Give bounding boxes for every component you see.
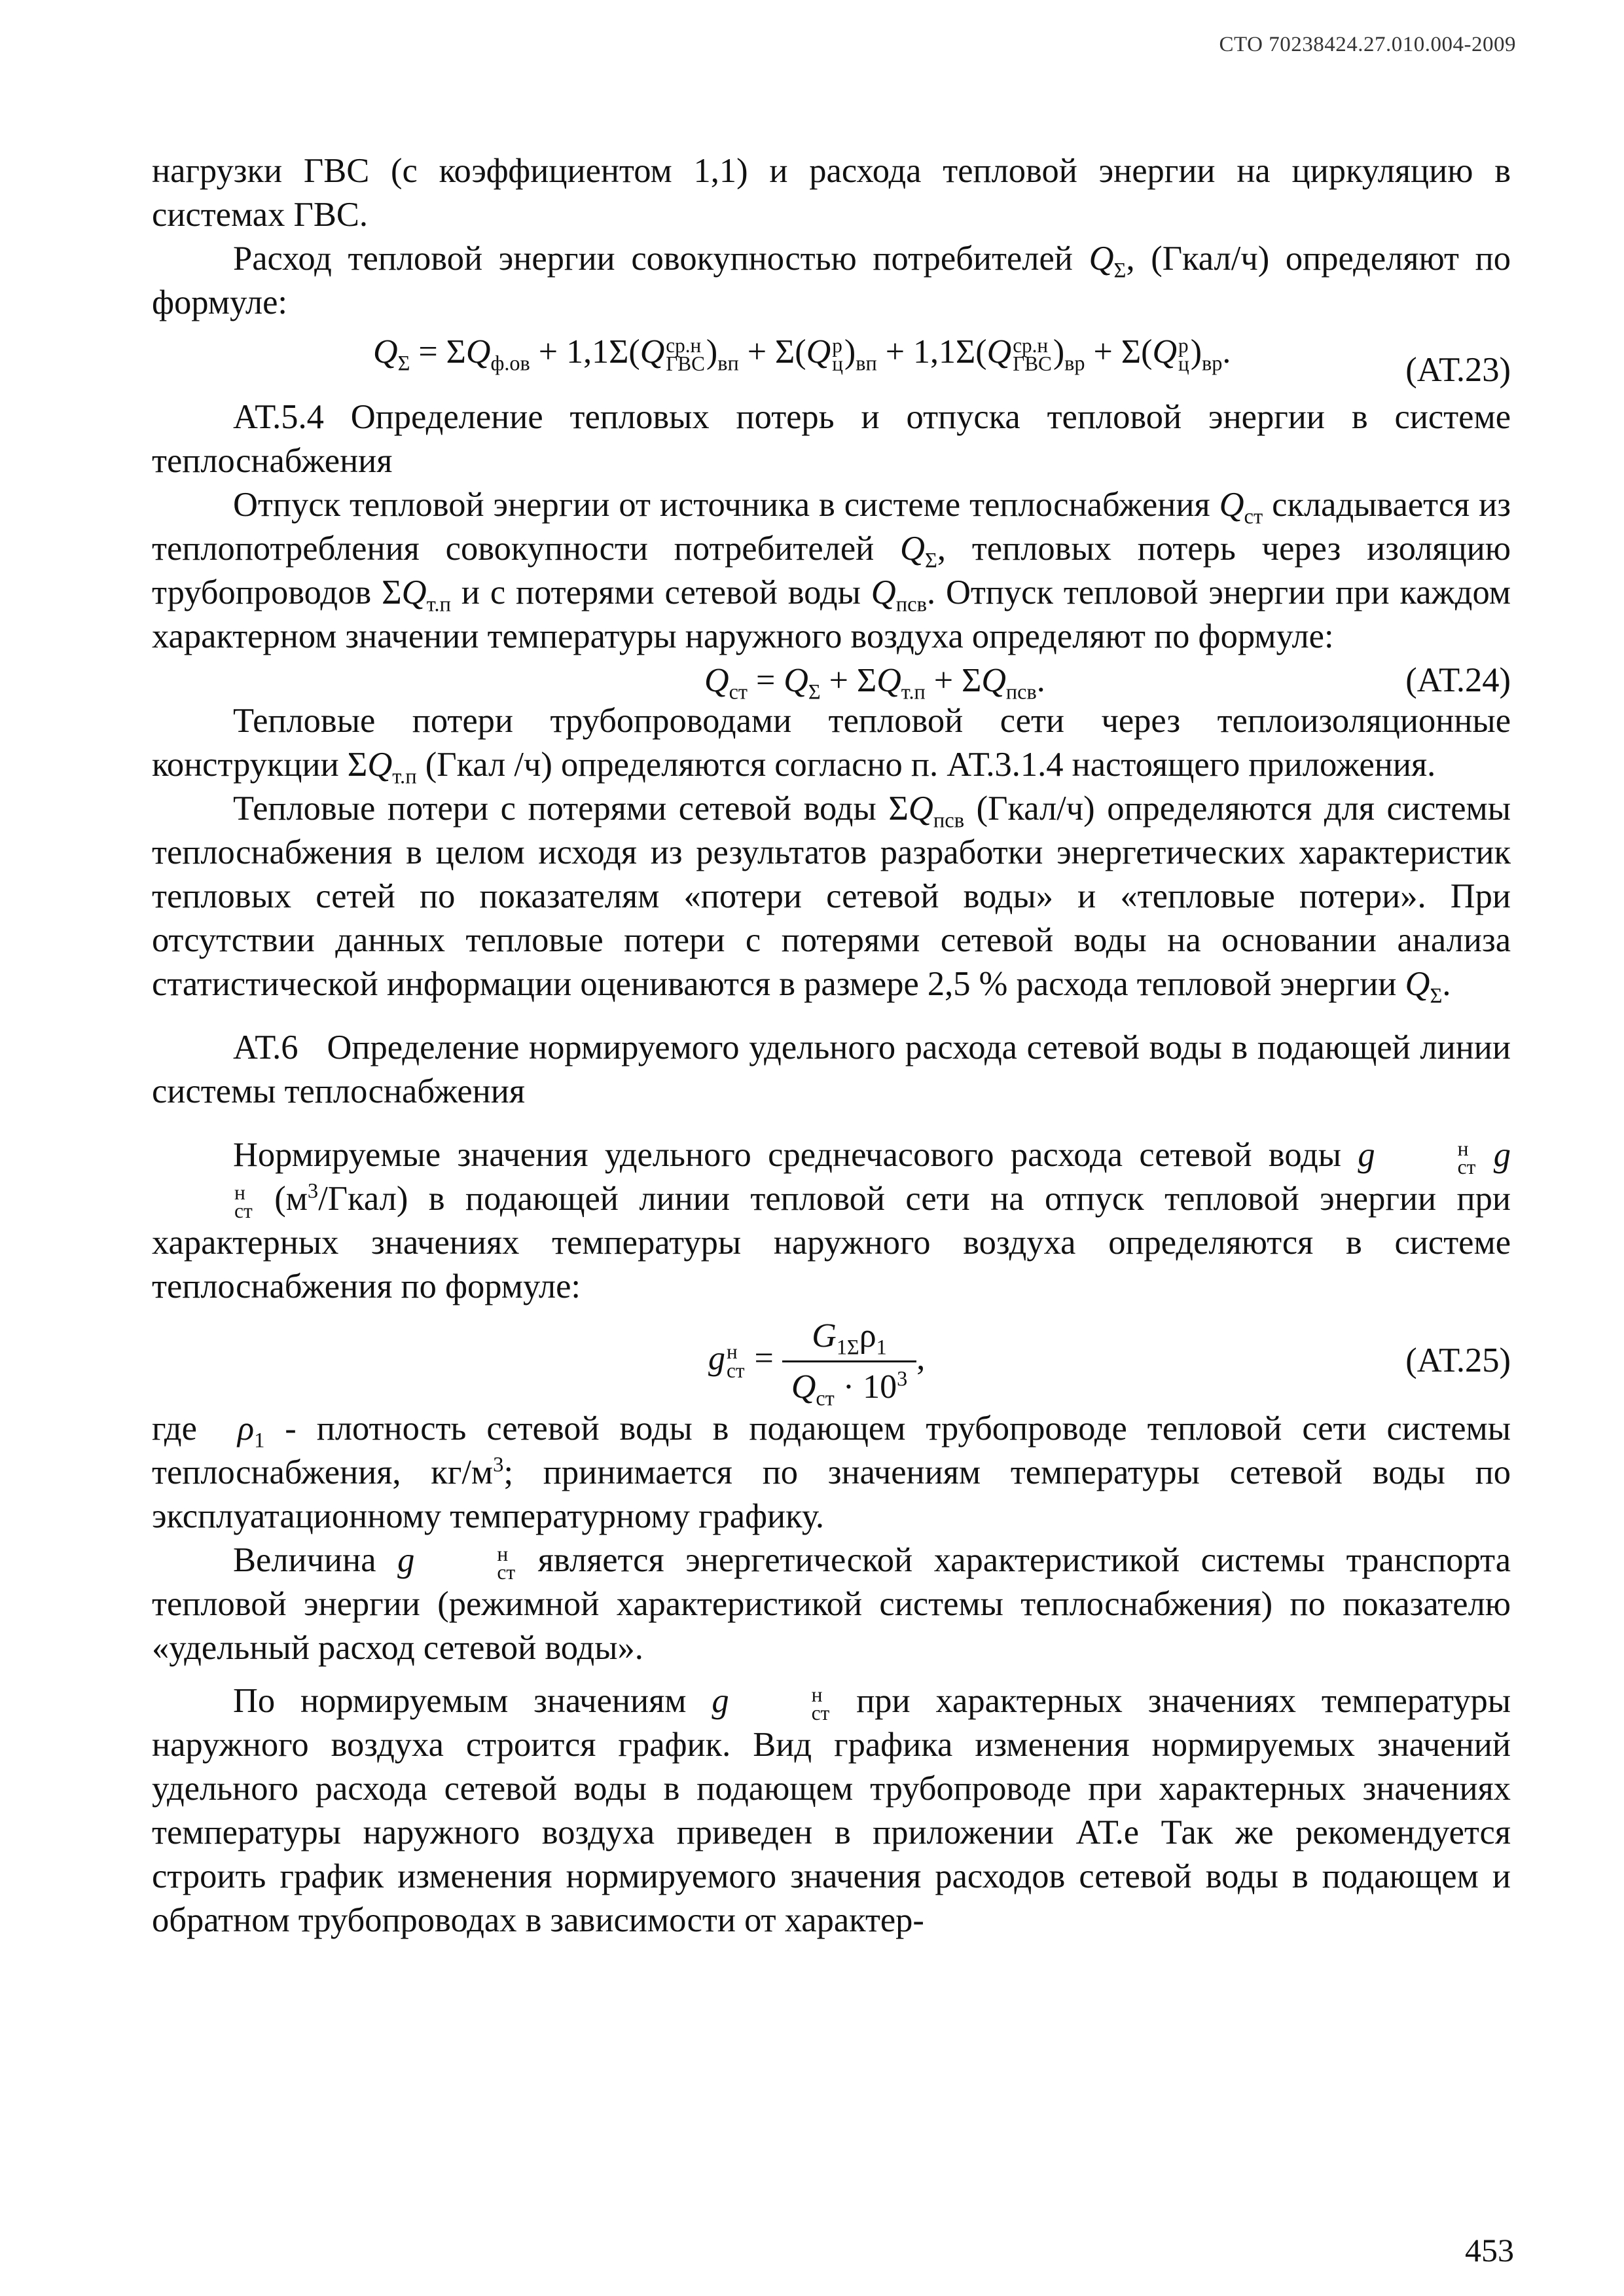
section-heading-at-5-4: АТ.5.4 Определение тепловых потерь и отпуска тепловой энергии в системе теплоснабжения <box>152 398 1511 480</box>
document-code-header: СТО 70238424.27.010.004-2009 <box>1219 33 1516 56</box>
paragraph-consumption: Расход тепловой энергии совокупностью потребителей $Q_\Sigma$, (Гкал/ч) определяют по формуле: <box>152 240 1511 321</box>
paragraph-energy-characteristic: Величина g н ст является энергетической характеристикой системы транспорта тепловой энергии (режимной характеристикой системы теплоснабжения) по показателю «удельный расход сетевой воды». <box>152 1541 1511 1667</box>
paragraph-graph: По нормируемым значениям g н ст при характерных значениях температуры наружного воздуха строится график. Вид графика изменения нормируемых значений удельного расхода сетевой воды в подающем трубопроводе при характерных значениях температуры наружного воздуха приведен в приложении АТ.е Так же рекомендуется строить график изменения нормируемого значения расходов сетевой воды в подающем и обратном трубопроводах в зависимости от характер- <box>152 1682 1511 1939</box>
paragraph-water-losses: Тепловые потери с потерями сетевой воды $\Sigma Q_{псв}$ (Гкал/ч) определяются для системы теплоснабжения в целом исходя из результатов разработки энергетических характеристик тепловых сетей по показателям «потери сетевой воды» и «тепловые потери». При отсутствии данных тепловые потери с потерями сетевой воды на основании анализа статистической информации оцениваются в размере 2,5 % расхода тепловой энергии $Q_\Sigma$. <box>152 790 1511 1008</box>
paragraph-heat-supply: Отпуск тепловой энергии от источника в системе теплоснабжения $Q_{ст}$ складывается из теплопотребления совокупности потребителей $Q_\Sigma$, тепловых потерь через изоляцию трубопроводов $\Sigma Q_{т.п}$ и с потерями сетевой воды $Q_{псв}$. Отпуск тепловой энергии при каждом характерном значении температуры наружного воздуха определяют по формуле: <box>152 486 1511 655</box>
section-heading-at-6: АТ.6 Определение нормируемого удельного расхода сетевой воды в подающей линии системы теплоснабжения <box>152 1029 1511 1110</box>
paragraph-where-rho: где $\rho_1$ - плотность сетевой воды в подающем трубопроводе тепловой сети системы теплоснабжения, $кг/м^3$; принимается по значениям температуры сетевой воды по эксплуатационному температурному графику. <box>152 1410 1511 1535</box>
paragraph-specific-flow: Нормируемые значения удельного среднечасового расхода сетевой воды g н ст g н ст $(м^3/Гкал)$ в подающей линии тепловой сети на отпуск тепловой энергии при характерных значениях температуры наружного воздуха определяются в системе теплоснабжения по формуле: <box>152 1136 1511 1305</box>
formula-at24-expression: $Q_{ст} = Q_\Sigma + \Sigma Q_{т.п} + \Sigma Q_{псв}$. <box>704 662 1045 704</box>
paragraph-insulation-losses: Тепловые потери трубопроводами тепловой сети через теплоизоляционные конструкции $\Sigma Q_{т.п}$ (Гкал /ч) определяются согласно п. АТ.3.1.4 настоящего приложения. <box>152 702 1511 789</box>
paragraph-continuation: нагрузки ГВС (с коэффициентом 1,1) и расхода тепловой энергии на циркуляцию в системах ГВС. <box>152 152 1511 234</box>
formula-at23-expression: $Q_\Sigma = \Sigma Q_{ф.ов} + 1,1\Sigma(Q$ ср.н ГВС )$_{вп} + \Sigma(Q$ р ц )$_{вп} + 1,1\Sigma(Q$ ср.н ГВС )$_{вр} + \Sigma(Q$ р ц )$_{вр}$. <box>373 333 1231 376</box>
formula-at24 <box>152 659 1511 704</box>
formula-at25-number: (АТ.25) <box>1405 1341 1511 1379</box>
formula-at23 <box>152 325 1511 395</box>
formula-at25 <box>152 1309 1511 1410</box>
formula-at24-number: (АТ.24) <box>1405 661 1511 699</box>
page-number: 453 <box>1465 2232 1514 2269</box>
document-body <box>152 149 1511 1942</box>
formula-at23-number: (АТ.23) <box>1405 351 1511 389</box>
formula-at25-expression: g н ст = $\frac{G_{1\Sigma}\rho_1}{Q_{ст} \cdot 10^3}$ , <box>708 1314 925 1409</box>
